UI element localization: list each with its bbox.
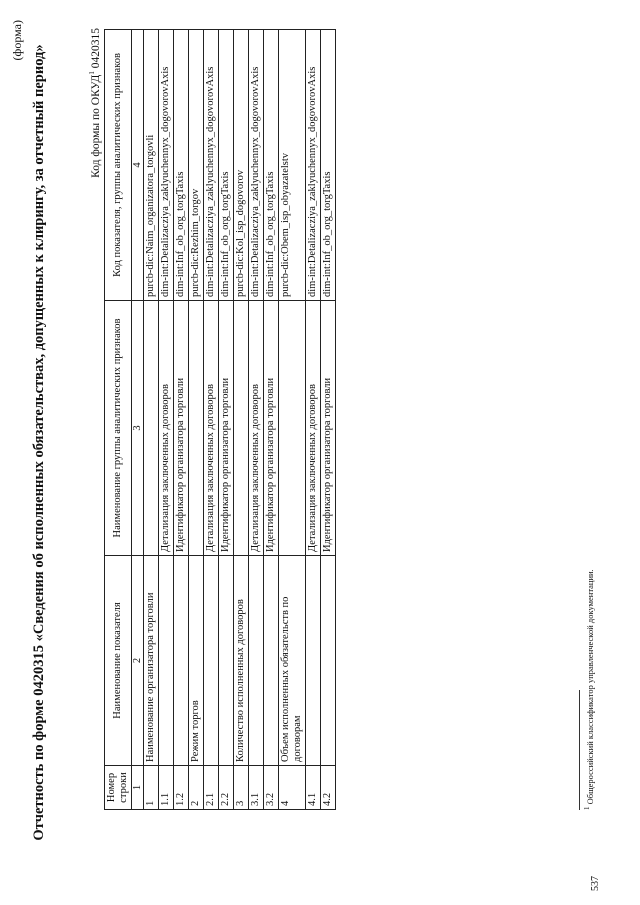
code-cell: purcb-dic:Naim_organizatora_torgovli bbox=[144, 30, 159, 301]
group-name-cell: Идентификатор организатора торговли bbox=[219, 301, 234, 556]
okud-code: 0420315 bbox=[89, 28, 102, 69]
group-name-cell: Детализация заключенных договоров bbox=[306, 301, 321, 556]
row-number-cell: 2.2 bbox=[219, 766, 234, 810]
table-row bbox=[159, 30, 174, 810]
colnum-cell: 3 bbox=[132, 301, 144, 556]
header-group-name: Наименование группы аналитических признаков bbox=[105, 301, 132, 556]
okud-footnote-mark: 1 bbox=[88, 71, 96, 75]
code-cell: dim-int:Inf_ob_org_torgTaxis bbox=[321, 30, 336, 301]
indicator-name-cell bbox=[204, 556, 219, 766]
code-cell: dim-int:Inf_ob_org_torgTaxis bbox=[174, 30, 189, 301]
group-name-cell bbox=[234, 301, 249, 556]
row-number-cell: 2 bbox=[189, 766, 204, 810]
footnote bbox=[583, 569, 595, 810]
indicator-name-cell bbox=[159, 556, 174, 766]
indicator-name-cell: Количество исполненных договоров bbox=[234, 556, 249, 766]
row-number-cell: 3 bbox=[234, 766, 249, 810]
colnum-cell: 4 bbox=[132, 30, 144, 301]
footnote-text: Общероссийский классификатор управленческой документации. bbox=[584, 569, 595, 805]
group-name-cell: Детализация заключенных договоров bbox=[204, 301, 219, 556]
indicator-name-cell bbox=[264, 556, 279, 766]
header-indicator-name: Наименование показателя bbox=[105, 556, 132, 766]
okud-line bbox=[88, 28, 102, 178]
indicator-name-cell: Объем исполненных обязательств по договорам bbox=[279, 556, 306, 766]
indicator-name-cell bbox=[321, 556, 336, 766]
code-cell: dim-int:Detalizacziya_zaklyuchennyx_dogovorovAxis bbox=[306, 30, 321, 301]
code-cell: dim-int:Inf_ob_org_torgTaxis bbox=[264, 30, 279, 301]
footnote-mark: 1 bbox=[583, 806, 591, 810]
row-number-cell: 4 bbox=[279, 766, 306, 810]
group-name-cell: Идентификатор организатора торговли bbox=[174, 301, 189, 556]
indicator-name-cell bbox=[306, 556, 321, 766]
indicator-name-cell: Наименование организатора торговли bbox=[144, 556, 159, 766]
code-cell: dim-int:Detalizacziya_zaklyuchennyx_dogovorovAxis bbox=[204, 30, 219, 301]
row-number-cell: 3.2 bbox=[264, 766, 279, 810]
table-row bbox=[249, 30, 264, 810]
colnum-cell: 1 bbox=[132, 766, 144, 810]
table-row bbox=[279, 30, 306, 810]
row-number-cell: 4.2 bbox=[321, 766, 336, 810]
indicator-name-cell bbox=[219, 556, 234, 766]
table-body bbox=[144, 30, 336, 810]
row-number-cell: 1 bbox=[144, 766, 159, 810]
table-row bbox=[321, 30, 336, 810]
table-header-row bbox=[105, 30, 132, 810]
code-cell: dim-int:Detalizacziya_zaklyuchennyx_dogovorovAxis bbox=[159, 30, 174, 301]
column-number-row bbox=[132, 30, 144, 810]
report-table bbox=[104, 29, 336, 810]
form-label: (форма) bbox=[10, 20, 24, 61]
page-title: Отчетность по форме 0420315 «Сведения об исполненных обязательствах, допущенных к клирингу, за отчетный период» bbox=[31, 44, 47, 841]
indicator-name-cell bbox=[249, 556, 264, 766]
group-name-cell bbox=[144, 301, 159, 556]
code-cell: dim-int:Inf_ob_org_torgTaxis bbox=[219, 30, 234, 301]
indicator-name-cell bbox=[174, 556, 189, 766]
footnote-divider bbox=[579, 690, 580, 810]
group-name-cell: Идентификатор организатора торговли bbox=[264, 301, 279, 556]
indicator-name-cell: Режим торгов bbox=[189, 556, 204, 766]
code-cell: dim-int:Detalizacziya_zaklyuchennyx_dogovorovAxis bbox=[249, 30, 264, 301]
code-cell: purcb-dic:Rezhim_torgov bbox=[189, 30, 204, 301]
table-row bbox=[234, 30, 249, 810]
table-row bbox=[204, 30, 219, 810]
table-row bbox=[219, 30, 234, 810]
colnum-cell: 2 bbox=[132, 556, 144, 766]
group-name-cell bbox=[279, 301, 306, 556]
table-row bbox=[306, 30, 321, 810]
group-name-cell: Идентификатор организатора торговли bbox=[321, 301, 336, 556]
code-cell: purcb-dic:Kol_isp_dogovorov bbox=[234, 30, 249, 301]
header-code: Код показателя, группы аналитических признаков bbox=[105, 30, 132, 301]
table-row bbox=[264, 30, 279, 810]
row-number-cell: 1.2 bbox=[174, 766, 189, 810]
page-number: 537 bbox=[590, 876, 601, 891]
row-number-cell: 1.1 bbox=[159, 766, 174, 810]
code-cell: purcb-dic:Obem_isp_obyazatelstv bbox=[279, 30, 306, 301]
row-number-cell: 4.1 bbox=[306, 766, 321, 810]
row-number-cell: 2.1 bbox=[204, 766, 219, 810]
group-name-cell bbox=[189, 301, 204, 556]
table-row bbox=[144, 30, 159, 810]
table-row bbox=[174, 30, 189, 810]
header-row-number: Номер строки bbox=[105, 766, 132, 810]
group-name-cell: Детализация заключенных договоров bbox=[249, 301, 264, 556]
group-name-cell: Детализация заключенных договоров bbox=[159, 301, 174, 556]
table-row bbox=[189, 30, 204, 810]
okud-label: Код формы по ОКУД bbox=[89, 74, 102, 178]
row-number-cell: 3.1 bbox=[249, 766, 264, 810]
